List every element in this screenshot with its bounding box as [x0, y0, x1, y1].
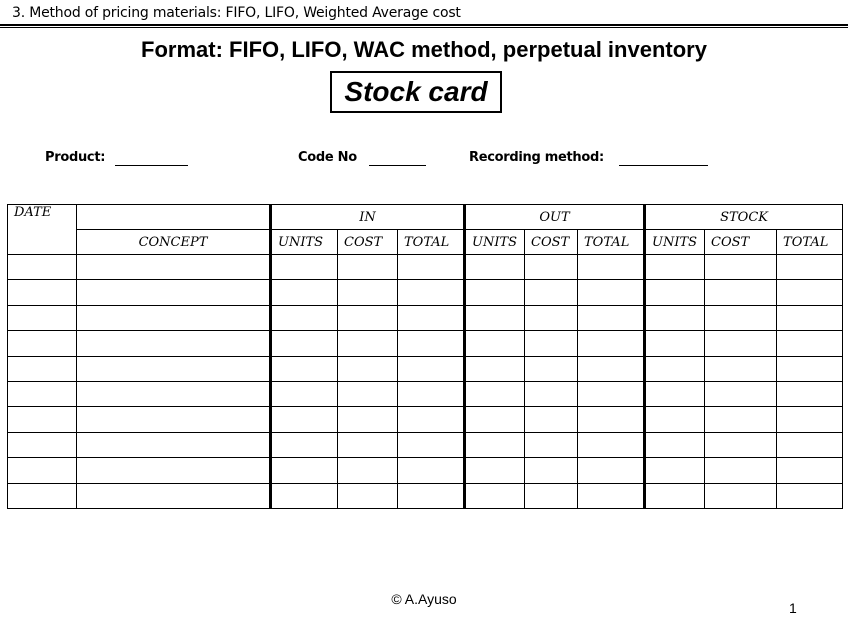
header-rule [0, 24, 848, 26]
table-cell [525, 483, 578, 508]
table-cell [645, 381, 705, 406]
table-cell [8, 255, 77, 280]
table-cell [8, 381, 77, 406]
table-cell [465, 432, 525, 457]
table-cell [398, 305, 465, 330]
table-cell [465, 483, 525, 508]
table-cell [398, 432, 465, 457]
table-row [8, 280, 843, 305]
table-cell [777, 407, 843, 432]
table-cell [705, 381, 777, 406]
table-cell [398, 407, 465, 432]
table-cell [525, 280, 578, 305]
table-cell [338, 458, 398, 483]
table-cell [8, 280, 77, 305]
table-cell [777, 432, 843, 457]
table-cell [77, 483, 271, 508]
stock-card-title: Stock card [330, 71, 502, 113]
table-cell [525, 432, 578, 457]
table-cell [525, 305, 578, 330]
out-group-header: OUT [465, 205, 645, 230]
in-group-header: IN [271, 205, 465, 230]
table-cell [398, 381, 465, 406]
page-title: Format: FIFO, LIFO, WAC method, perpetual inventory [141, 37, 707, 62]
table-cell [338, 407, 398, 432]
table-cell [645, 255, 705, 280]
table-cell [398, 331, 465, 356]
stock-total-header: TOTAL [777, 230, 843, 255]
table-cell [8, 432, 77, 457]
table-cell [271, 255, 338, 280]
concept-header-top [77, 205, 271, 230]
footer-copyright: © A.Ayuso [391, 591, 457, 607]
table-row [8, 255, 843, 280]
table-cell [271, 280, 338, 305]
table-cell [77, 407, 271, 432]
table-cell [705, 407, 777, 432]
table-cell [578, 305, 645, 330]
table-cell [465, 407, 525, 432]
table-cell [271, 305, 338, 330]
table-cell [578, 458, 645, 483]
out-total-header: TOTAL [578, 230, 645, 255]
table-cell [77, 331, 271, 356]
out-units-header: UNITS [465, 230, 525, 255]
table-cell [705, 458, 777, 483]
table-row [8, 305, 843, 330]
table-header-row-2 [8, 230, 843, 255]
table-cell [777, 280, 843, 305]
table-cell [705, 432, 777, 457]
table-cell [525, 381, 578, 406]
code-label: Code No [298, 150, 357, 165]
table-cell [77, 356, 271, 381]
table-cell [77, 305, 271, 330]
table-row [8, 331, 843, 356]
table-cell [338, 381, 398, 406]
method-blank [619, 165, 708, 166]
in-total-header: TOTAL [398, 230, 465, 255]
table-cell [271, 432, 338, 457]
table-cell [645, 356, 705, 381]
method-label: Recording method: [469, 150, 604, 165]
table-cell [338, 280, 398, 305]
table-cell [578, 483, 645, 508]
table-cell [578, 356, 645, 381]
code-blank [369, 165, 426, 166]
date-header: DATE [8, 205, 77, 255]
table-cell [705, 356, 777, 381]
stock-card-body [8, 255, 843, 509]
table-cell [777, 255, 843, 280]
table-cell [645, 458, 705, 483]
header-rule-thin [0, 27, 848, 28]
table-cell [8, 483, 77, 508]
in-cost-header: COST [338, 230, 398, 255]
table-cell [8, 331, 77, 356]
table-cell [271, 381, 338, 406]
table-row [8, 407, 843, 432]
table-cell [578, 331, 645, 356]
header-text: 3. Method of pricing materials: FIFO, LIFO, Weighted Average cost [12, 5, 461, 21]
table-cell [398, 483, 465, 508]
table-header-row-1 [8, 205, 843, 230]
table-cell [705, 305, 777, 330]
table-row [8, 381, 843, 406]
table-cell [578, 280, 645, 305]
table-cell [271, 356, 338, 381]
table-cell [77, 432, 271, 457]
concept-header: CONCEPT [77, 230, 271, 255]
table-cell [525, 458, 578, 483]
table-cell [525, 407, 578, 432]
table-cell [645, 305, 705, 330]
table-cell [578, 255, 645, 280]
table-cell [777, 356, 843, 381]
table-cell [777, 381, 843, 406]
table-cell [645, 331, 705, 356]
table-cell [645, 483, 705, 508]
table-cell [525, 356, 578, 381]
stock-units-header: UNITS [645, 230, 705, 255]
table-cell [398, 356, 465, 381]
product-blank [115, 165, 188, 166]
table-cell [645, 432, 705, 457]
table-cell [77, 381, 271, 406]
table-cell [777, 458, 843, 483]
table-cell [777, 305, 843, 330]
table-cell [705, 280, 777, 305]
table-cell [465, 305, 525, 330]
out-cost-header: COST [525, 230, 578, 255]
slide-header [0, 0, 848, 28]
stock-cost-header: COST [705, 230, 777, 255]
page-number: 1 [789, 600, 797, 616]
table-cell [578, 432, 645, 457]
table-row [8, 356, 843, 381]
table-cell [271, 483, 338, 508]
table-cell [705, 255, 777, 280]
table-row [8, 483, 843, 508]
table-cell [465, 356, 525, 381]
stock-group-header: STOCK [645, 205, 843, 230]
stock-card-table [7, 204, 843, 509]
table-cell [271, 331, 338, 356]
table-cell [338, 305, 398, 330]
table-cell [338, 483, 398, 508]
table-cell [465, 458, 525, 483]
table-cell [338, 356, 398, 381]
table-cell [338, 255, 398, 280]
table-cell [77, 280, 271, 305]
table-cell [645, 407, 705, 432]
table-cell [465, 331, 525, 356]
table-cell [578, 381, 645, 406]
table-cell [525, 255, 578, 280]
table-cell [777, 331, 843, 356]
table-cell [777, 483, 843, 508]
table-cell [8, 407, 77, 432]
table-cell [77, 255, 271, 280]
table-cell [398, 458, 465, 483]
table-cell [271, 407, 338, 432]
table-cell [525, 331, 578, 356]
product-label: Product: [45, 150, 106, 165]
table-cell [338, 331, 398, 356]
table-cell [465, 381, 525, 406]
table-cell [645, 280, 705, 305]
table-cell [705, 483, 777, 508]
table-cell [271, 458, 338, 483]
table-row [8, 432, 843, 457]
table-cell [8, 356, 77, 381]
table-cell [705, 331, 777, 356]
table-cell [77, 458, 271, 483]
table-row [8, 458, 843, 483]
in-units-header: UNITS [271, 230, 338, 255]
table-cell [465, 255, 525, 280]
table-cell [398, 255, 465, 280]
table-cell [578, 407, 645, 432]
table-cell [398, 280, 465, 305]
table-cell [465, 280, 525, 305]
table-cell [338, 432, 398, 457]
table-cell [8, 305, 77, 330]
table-cell [8, 458, 77, 483]
